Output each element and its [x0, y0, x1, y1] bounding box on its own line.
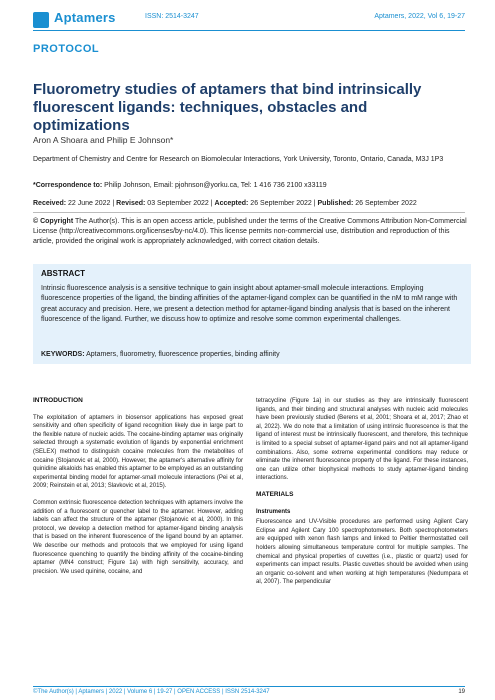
instruments-paragraph: Fluorescence and UV-Visible procedures are performed using Agilent Cary Eclipse and Agilent Cary 100 spectrophotometers. Both spectrophotometers are equipped with xenon flash lamps and linked to Peltier thermostatted cell holders allowing simultaneous temperature control for multiple samples. The chemical and physical properties of cuvettes (i.e., plastic or quartz) used for experiments can impact results. Plastic cuvettes should be avoided when using an organic co-solvent and when working at high temperatures (Nedumpara et al, 2007). The perpendicular	[256, 519, 468, 586]
article-title: Fluorometry studies of aptamers that bind intrinsically fluorescent ligands: techniques, obstacles and optimizations	[33, 81, 422, 134]
author-list: Aron A Shoara and Philip E Johnson*	[33, 135, 174, 145]
correspondence-label: *Correspondence to:	[33, 182, 103, 189]
journal-logo-icon	[33, 12, 49, 28]
received-date: 22 June 2022 |	[66, 200, 117, 207]
right-column	[256, 397, 468, 595]
abstract-body: Intrinsic fluorescence analysis is a sensitive technique to gain insight about aptamer-small molecule interactions. Employing fluorescence properties of the ligand, the binding affinities of the aptamer-ligand complex can be quantified in the nM to mM range with great accuracy and precision. Here, we present a detection method for aptamer-ligand binding analysis that is based on the inherent fluorescence of the ligand. Further, we discuss how to optimize and resolve some common experimental challenges.	[41, 285, 458, 323]
page-number: 19	[458, 689, 465, 695]
copyright-label: © Copyright	[33, 218, 74, 225]
accepted-label: Accepted:	[214, 200, 249, 207]
materials-heading: MATERIALS	[256, 490, 294, 498]
revised-label: Revised:	[116, 200, 146, 207]
introduction-paragraph-2: Common extrinsic fluorescence detection techniques with aptamers involve the addition of a fluorescent or quencher label to the aptamer. However, adding labels can affect the structure of the aptamer (Stojanovic et al, 2000). In this protocol, we develop a detection method for aptamer-ligand binding analysis that is based on the inherent fluorescence of the ligand bound by an aptamer. We describe our methods and protocols that we employed for using ligand fluorescence quenching to quantify the binding affinity of the cocaine-binding aptamer (MN4 construct; Figure 1a) with high sensitivity, accuracy, and precision. We used quinine, cocaine, and	[33, 499, 243, 575]
article-type-label: PROTOCOL	[33, 43, 100, 55]
introduction-paragraph-3: tetracycline (Figure 1a) in our studies as they are intrinsically fluorescent ligands, and their binding and structural analyses with nucleic acid molecules have been previously studied (Berens et al, 2001; Shoara et al, 2017; Zhao et al, 2022). We do note that a limitation of using intrinsic fluorescence is that the ligand of interest must be intrinsically fluorescent, and therefore, this technique is limited to a special subset of aptamer-ligand pairs and not all aptamer-ligand combinations. Also, some extreme experimental conditions may reduce or eliminate the inherent fluorescence property of the ligand. For these instances, one can utilize other biophysical methods to study aptamer-ligand binding interactions.	[256, 398, 468, 482]
keywords	[41, 351, 465, 358]
footer-citation: ©The Author(s) | Aptamers | 2022 | Volume 6 | 19-27 | OPEN ACCESS | ISSN 2514-3247	[33, 689, 270, 695]
published-label: Published:	[317, 200, 354, 207]
keywords-text: Aptamers, fluorometry, fluorescence properties, binding affinity	[84, 351, 280, 358]
instruments-heading: Instruments	[256, 508, 291, 515]
article-dates	[33, 200, 417, 207]
published-date: 26 September 2022	[353, 200, 417, 207]
copyright-notice	[33, 217, 468, 247]
footer-divider	[33, 686, 465, 687]
received-label: Received:	[33, 200, 67, 207]
correspondence	[33, 182, 327, 189]
journal-name: Aptamers	[54, 10, 116, 25]
copyright-text: The Author(s). This is an open access article, published under the terms of the Creative Commons Attribution Non-Commercial License (http://creativecommons.org/licenses/by-nc/4.0). This license permits non-commercial use, distribution and reproduction of this article, provided the original work is appropriately acknowledged, with correct citation details.	[33, 218, 467, 245]
journal-reference: Aptamers, 2022, Vol 6, 19-27	[374, 13, 465, 20]
introduction-paragraph-1: The exploitation of aptamers in biosensor applications has exposed great sensitivity and often specificity of ligand recognition likely due in large part to the flexible nature of nucleic acids. The cocaine-binding aptamer was originally selected through a systematic evolution of ligands by exponential enrichment (SELEX) method to distinguish cocaine molecules from the metabolites of cocaine (Stojanovic et al, 2000). However, the aptamer's alternative affinity for quinidine alkaloids has enabled this aptamer to be employed as an outstanding experimental binding model for aptamer-small molecule interactions (Pei et al, 2009; Reinstein et al, 2013; Slavkovic et al, 2015).	[33, 414, 243, 490]
affiliation: Department of Chemistry and Centre for Research on Biomolecular Interactions, York University, Toronto, Ontario, Canada, M3J 1P3	[33, 156, 444, 163]
dates-divider	[33, 212, 465, 213]
accepted-date: 26 September 2022 |	[248, 200, 318, 207]
header-divider	[33, 30, 465, 31]
revised-date: 03 September 2022 |	[145, 200, 215, 207]
journal-issn: ISSN: 2514-3247	[145, 13, 199, 20]
correspondence-text: Philip Johnson, Email: pjohnson@yorku.ca, Tel: 1 416 736 2100 x33119	[102, 182, 327, 189]
left-column	[33, 397, 243, 584]
keywords-label: KEYWORDS:	[41, 351, 85, 358]
introduction-heading: INTRODUCTION	[33, 397, 83, 404]
abstract-heading: ABSTRACT	[41, 269, 85, 278]
